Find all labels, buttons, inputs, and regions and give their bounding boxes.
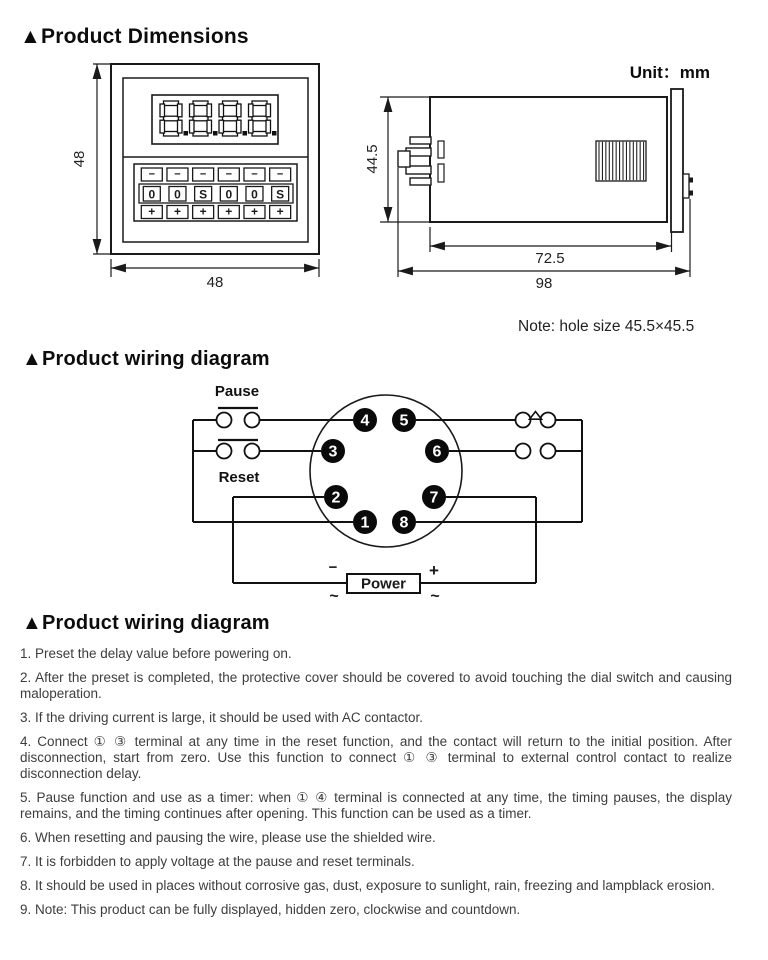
thumbwheel-digit: 0 [251, 187, 258, 202]
plus-button-label: + [225, 204, 233, 219]
output-contact-nc [516, 412, 556, 428]
minus-button-label: − [199, 168, 207, 181]
side-total-label: 98 [535, 275, 553, 292]
note-item-3: 3. If the driving current is large, it should be used with AC contactor. [20, 710, 423, 725]
side-depth-label: 72.5 [535, 250, 565, 267]
svg-text:6: 6 [432, 443, 442, 461]
pin-7 [422, 485, 446, 509]
minus-button-label: − [148, 168, 156, 181]
note-item-5: 5. Pause function and use as a timer: when ① ④ terminal is connected at any time, the timing pauses, the display remains, and the timing continues after opening. This function can be used as a timer. [20, 790, 732, 821]
contact-triangle [530, 412, 542, 420]
key-pin [398, 151, 410, 167]
pin-5 [392, 408, 416, 432]
svg-text:5: 5 [399, 412, 409, 430]
plus-button-label: + [148, 204, 156, 219]
socket-pins [398, 137, 431, 185]
thumbwheel-digit: 0 [148, 187, 156, 202]
hole-size-note: Note: hole size 45.5×45.5 [518, 318, 695, 335]
svg-text:3: 3 [328, 443, 338, 461]
side-slot [438, 141, 444, 158]
usage-notes-list [20, 646, 732, 926]
display-dot [213, 131, 218, 136]
plus-button-label: + [250, 204, 258, 219]
svg-text:2: 2 [331, 489, 341, 507]
power-plus: + [429, 561, 439, 580]
thumbwheel-column [218, 168, 239, 219]
side-height-label: 44.5 [364, 144, 381, 174]
clip-tooth [689, 191, 693, 196]
section-title-wiring: ▲Product wiring diagram [22, 348, 270, 370]
pin-6 [425, 439, 449, 463]
product-dimensions-diagram [0, 55, 768, 347]
thumbwheel-column [193, 168, 214, 219]
svg-text:1: 1 [360, 514, 370, 532]
note-item-1: 1. Preset the delay value before powering on. [20, 646, 292, 661]
front-view-drawing [111, 64, 319, 254]
ac-symbol-right: ~ [430, 588, 440, 605]
svg-text:4: 4 [360, 412, 370, 430]
display-dot [243, 131, 248, 136]
pin-2 [324, 485, 348, 509]
display-dot [272, 131, 277, 136]
pause-label: Pause [214, 383, 260, 400]
clip-tooth [689, 178, 693, 183]
minus-button-label: − [225, 168, 233, 181]
pin-4 [353, 408, 377, 432]
reset-switch [217, 440, 260, 459]
plus-button-label: + [199, 204, 207, 219]
side-slot [438, 164, 444, 182]
product-wiring-diagram [0, 375, 768, 610]
thumbwheel-column [141, 168, 162, 219]
plus-button-label: + [276, 204, 284, 219]
unit-label: Unit：mm [629, 63, 710, 82]
section-title-dimensions: ▲Product Dimensions [20, 25, 249, 48]
note-item-4: 4. Connect ① ③ terminal at any time in the reset function, and the contact will return to the initial position. After disconnection, start from zero. Use this function to connect ① ③ terminal to external control contact to realize disconnection delay. [20, 734, 732, 781]
power-label: Power [360, 575, 407, 593]
plus-button-label: + [173, 204, 181, 219]
thumbwheel-digit: S [276, 187, 285, 202]
thumbwheel-digit: 0 [225, 187, 233, 202]
thumbwheel-digit: S [199, 187, 208, 202]
thumbwheel-digit: 0 [174, 187, 181, 202]
pause-switch [217, 408, 260, 428]
reset-label: Reset [218, 469, 260, 486]
side-view-drawing [398, 89, 693, 232]
front-height-label: 48 [71, 150, 88, 168]
power-minus: − [328, 559, 338, 576]
thumbwheel-column [270, 168, 291, 219]
output-contact-no [516, 444, 556, 459]
svg-text:8: 8 [399, 514, 409, 532]
vent-grille [596, 141, 646, 181]
note-item-7: 7. It is forbidden to apply voltage at the pause and reset terminals. [20, 854, 415, 869]
mounting-clip [683, 174, 689, 198]
minus-button-label: − [174, 168, 181, 181]
pin-8 [392, 510, 416, 534]
svg-text:7: 7 [429, 489, 439, 507]
side-flange [671, 89, 683, 232]
thumbwheel-column [244, 168, 265, 219]
thumbwheel-strip [139, 184, 293, 203]
note-item-6: 6. When resetting and pausing the wire, please use the shielded wire. [20, 830, 436, 845]
display-dot [184, 131, 189, 136]
note-item-9: 9. Note: This product can be fully displayed, hidden zero, clockwise and countdown. [20, 902, 521, 917]
front-width-label: 48 [206, 274, 224, 291]
minus-button-label: − [251, 168, 258, 181]
thumbwheel-column [167, 168, 188, 219]
note-item-8: 8. It should be used in places without corrosive gas, dust, exposure to sunlight, rain, freezing and lampblack erosion. [20, 878, 715, 893]
socket-outline [310, 395, 462, 547]
note-item-2: 2. After the preset is completed, the protective cover should be covered to avoid touching the dial switch and causing maloperation. [20, 670, 732, 701]
pin-1 [353, 510, 377, 534]
minus-button-label: − [276, 168, 284, 181]
section-title-notes: ▲Product wiring diagram [22, 612, 270, 634]
ac-symbol-left: ~ [329, 588, 339, 605]
pin-3 [321, 439, 345, 463]
